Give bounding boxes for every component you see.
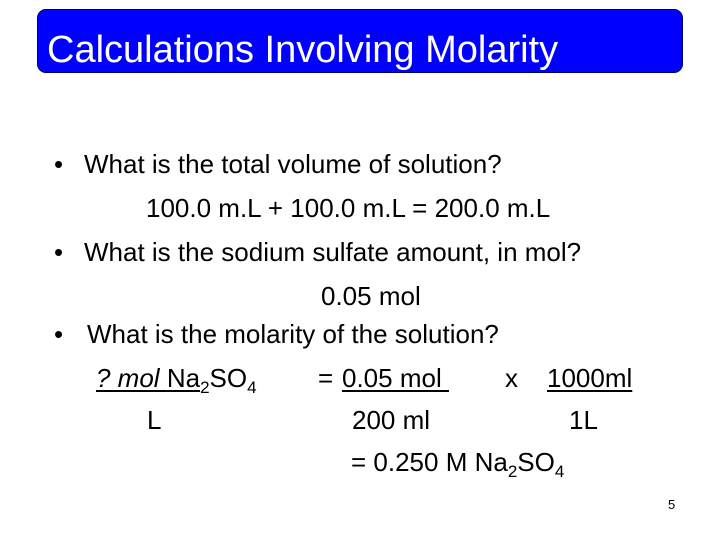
ml-value: 1000ml [547,363,633,393]
slide-title: Calculations Involving Molarity [47,29,559,71]
lhs-numerator: ? mol Na [96,363,201,393]
question-volume: What is the total volume of solution? [84,149,502,179]
denominator-1L: 1L [569,405,598,435]
question-molarity: What is the molarity of the solution? [87,319,499,349]
mol-value: 0.05 mol [342,363,449,393]
answer-amount: 0.05 mol [321,281,421,311]
denominator-L: L [147,405,162,435]
bullet-2: • [54,237,64,267]
equals-sign: = [318,363,334,393]
bullet-3: • [54,319,64,349]
unknown-mol: ? mol [96,363,167,393]
question-amount: What is the sodium sulfate amount, in mol? [84,237,582,267]
bullet-1: • [54,149,64,179]
denominator-ml: 200 ml [352,405,431,435]
title-bar [37,9,683,73]
page-number: 5 [668,497,676,512]
result-row: = 0.250 M $Na_2SO_4$ [351,447,565,481]
calc-numerator-row: ? mol $Na_2SO_4$ [96,363,257,397]
answer-volume: 100.0 m.L + 100.0 m.L = 200.0 m.L [146,193,551,223]
times-sign: x [505,363,518,393]
